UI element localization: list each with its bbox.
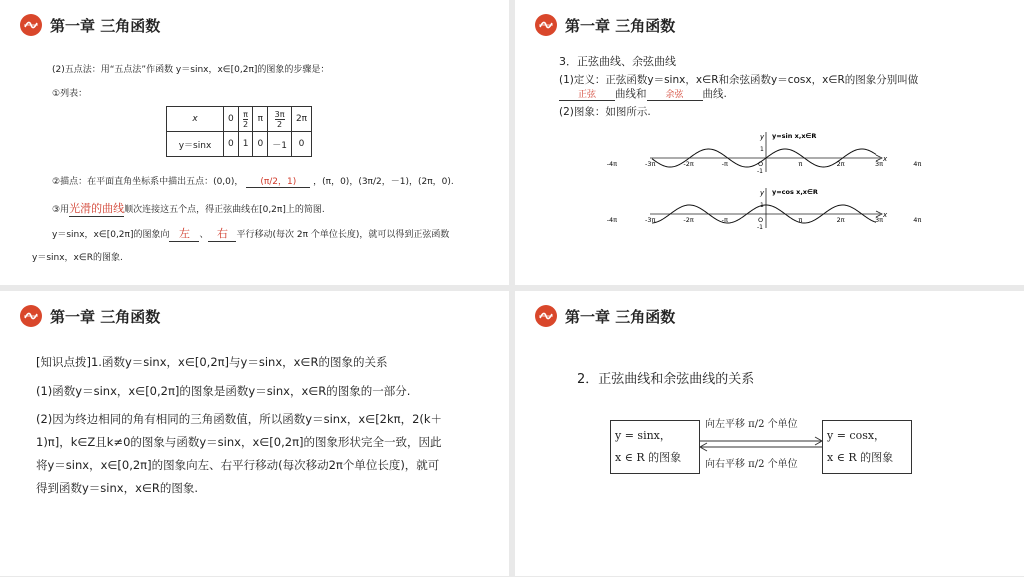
- trig-graphs: [606, 124, 922, 231]
- slide-header: [535, 305, 675, 327]
- step-intro: (2)五点法：用“五点法”作函数 y＝sinx，x∈[0,2π]的图象的步骤是：: [52, 65, 330, 75]
- cosine-box: [822, 420, 912, 474]
- tick-label: -π: [721, 216, 728, 224]
- shift-right-answer: 右: [208, 225, 236, 242]
- connect-answer: 光滑的曲线: [69, 202, 125, 215]
- cosine-box-line-1: y = cosx，: [827, 429, 886, 442]
- section-heading: 3．正弦曲线、余弦曲线: [559, 55, 676, 68]
- definition-line: (1)定义：正弦函数y＝sinx，x∈R和余弦函数y＝cosx，x∈R的图象分别叫做: [559, 74, 919, 86]
- tick-label: π: [798, 216, 803, 224]
- table-row: [167, 132, 312, 157]
- plot-answer: (π/2，1): [246, 174, 310, 188]
- shift-left-answer: 左: [169, 225, 199, 242]
- y-axis-label: y: [760, 133, 765, 141]
- slide-header: [20, 305, 160, 327]
- def-mid-2: 曲线.: [702, 88, 727, 100]
- logo-icon: [535, 14, 557, 36]
- connect-suffix: 顺次连接这五个点，得正弦曲线在[0,2π]上的简图.: [124, 205, 325, 215]
- tick-neg-one: -1: [757, 168, 763, 175]
- shift-suffix: 平行移动(每次 2π 个单位长度)，就可以得到正弦函数: [236, 230, 450, 240]
- table-cell: $\frac{\pi}{2}$: [238, 107, 253, 132]
- tick-neg-one: -1: [757, 224, 763, 231]
- table-cell: x: [167, 107, 224, 132]
- table-cell: 2π: [291, 107, 311, 132]
- tick-label: -2π: [683, 160, 694, 168]
- list-label: ①列表：: [52, 89, 88, 99]
- value-table: [166, 106, 312, 157]
- table-cell: 0: [253, 132, 268, 157]
- table-cell: 0: [224, 132, 239, 157]
- sine-box: [610, 420, 700, 474]
- slide-2: [515, 0, 1024, 285]
- y-axis-label: y: [760, 189, 765, 197]
- table-cell: 1: [238, 132, 253, 157]
- tick-label: 4π: [913, 160, 922, 168]
- logo-icon: [20, 14, 42, 36]
- shift-step: [52, 225, 449, 242]
- tick-label: O: [758, 160, 764, 168]
- connect-step: [52, 200, 325, 217]
- connect-prefix: ③用: [52, 205, 70, 215]
- tick-label: -4π: [606, 160, 618, 168]
- definition-answers: [559, 86, 727, 101]
- cosine-label: y=cos x,x∈R: [772, 188, 818, 196]
- table-cell: y＝sinx: [167, 132, 224, 157]
- table-cell: 0: [291, 132, 311, 157]
- tick-label: O: [758, 216, 764, 224]
- tick-label: -4π: [606, 216, 618, 224]
- tick-label: -2π: [683, 216, 694, 224]
- slide-3: [0, 291, 509, 576]
- tick-label: 2π: [836, 160, 845, 168]
- table-cell: －1: [268, 132, 292, 157]
- tip-point-2-line-1: (2)因为终边相同的角有相同的三角函数值，所以函数y＝sinx，x∈[2kπ，2(k＋: [36, 412, 443, 426]
- tick-label: -3π: [645, 216, 656, 224]
- logo-icon: [20, 305, 42, 327]
- plot-prefix: ②描点：在平面直角坐标系中描出五点：(0,0)，: [52, 177, 244, 187]
- def-mid-1: 曲线和: [615, 88, 647, 100]
- slide-header: [20, 14, 160, 36]
- cosine-graph: [607, 188, 922, 231]
- chapter-title: 第一章 三角函数: [565, 16, 676, 35]
- tick-label: 4π: [913, 216, 922, 224]
- slide-4: [515, 291, 1024, 576]
- answer-sine: 正弦: [559, 87, 615, 101]
- tick-label: -π: [721, 160, 728, 168]
- shift-sep: 、: [199, 230, 209, 240]
- table-row: [167, 107, 312, 132]
- slide-1: [0, 0, 509, 285]
- slide-header: [535, 14, 675, 36]
- tip-point-2-line-4: 得到函数y＝sinx，x∈R的图象.: [36, 481, 199, 495]
- sine-graph: [607, 132, 922, 175]
- chapter-title: 第一章 三角函数: [565, 307, 676, 326]
- left-shift-label: 向左平移 π/2 个单位: [705, 419, 798, 430]
- table-cell: $\frac{3\pi}{2}$: [268, 107, 292, 132]
- plot-rest: ，(π，0)，(3π/2，－1)，(2π，0).: [313, 177, 454, 187]
- table-cell: 0: [224, 107, 239, 132]
- tip-point-2-line-3: 将y＝sinx，x∈[0,2π]的图象向左、右平行移动(每次移动2π个单位长度)，就可: [36, 458, 440, 472]
- shift-prefix: y＝sinx，x∈[0,2π]的图象向: [52, 230, 170, 240]
- table-cell: π: [253, 107, 268, 132]
- logo-icon: [535, 305, 557, 327]
- cosine-box-line-2: x ∈ R 的图象: [827, 451, 894, 464]
- sine-label: y=sin x,x∈R: [772, 132, 817, 140]
- chapter-title: 第一章 三角函数: [50, 16, 161, 35]
- tick-label: 3π: [874, 160, 884, 168]
- plot-step: [52, 174, 454, 188]
- chapter-title: 第一章 三角函数: [50, 307, 161, 326]
- graph-label: (2)图象：如图所示.: [559, 106, 651, 118]
- sine-box-line-2: x ∈ R 的图象: [615, 451, 682, 464]
- tick-one: 1: [760, 146, 764, 153]
- sine-box-line-1: y = sinx，: [615, 429, 671, 442]
- relation-heading: 2．正弦曲线和余弦曲线的关系: [577, 372, 755, 387]
- tick-one: 1: [760, 202, 764, 209]
- arrow-left-icon: [699, 442, 823, 452]
- tip-heading: [知识点拨]1.函数y＝sinx，x∈[0,2π]与y＝sinx，x∈R的图象的关系: [36, 355, 388, 369]
- x-axis-label: x: [883, 211, 888, 219]
- last-line: y＝sinx，x∈R的图象.: [32, 253, 123, 263]
- tick-label: 2π: [836, 216, 845, 224]
- tick-label: π: [798, 160, 803, 168]
- answer-cosine: 余弦: [647, 87, 703, 101]
- x-axis-label: x: [883, 155, 888, 163]
- tip-point-2-line-2: 1)π]，k∈Z且k≠0的图象与函数y＝sinx，x∈[0,2π]的图象形状完全一致，因此: [36, 435, 442, 449]
- tick-label: -3π: [645, 160, 656, 168]
- tick-label: 3π: [874, 216, 884, 224]
- right-shift-label: 向右平移 π/2 个单位: [705, 459, 798, 470]
- tip-point-1: (1)函数y＝sinx，x∈[0,2π]的图象是函数y＝sinx，x∈R的图象的一部分.: [36, 384, 411, 398]
